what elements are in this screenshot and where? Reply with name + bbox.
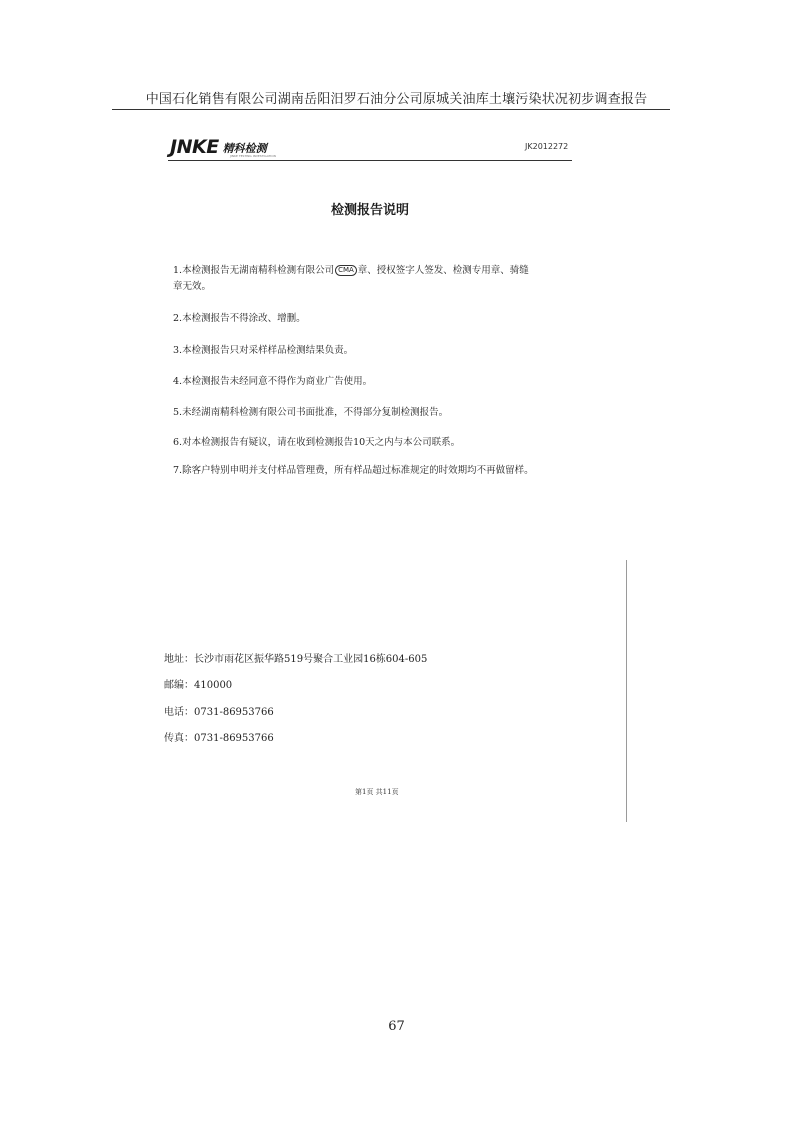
report-number: JK2012272	[525, 142, 569, 151]
page-number: 67	[388, 1019, 405, 1034]
note-item-3: 3.本检测报告只对采样样品检测结果负责。	[173, 345, 354, 356]
note-text: 1.本检测报告无湖南精科检测有限公司	[173, 265, 335, 276]
scan-edge-line	[626, 560, 627, 822]
note-item-4: 4.本检测报告未经同意不得作为商业广告使用。	[173, 376, 373, 387]
header-divider	[112, 109, 670, 110]
postcode-line: 邮编：410000	[164, 680, 233, 691]
certificate-header-rule	[168, 160, 572, 161]
logo-chinese-name: 精科检测	[222, 142, 267, 155]
document-header: 中国石化销售有限公司湖南岳阳汨罗石油分公司原城关油库土壤污染状况初步调查报告	[145, 92, 648, 107]
cma-stamp-icon: CMA	[335, 265, 357, 276]
fax-line: 传真：0731-86953766	[164, 733, 274, 744]
note-item-1	[173, 262, 529, 276]
certificate-title: 检测报告说明	[330, 203, 409, 218]
note-item-6: 6.对本检测报告有疑议，请在收到检测报告10天之内与本公司联系。	[173, 437, 461, 448]
address-line: 地址：长沙市雨花区振华路519号聚合工业园16栋604-605	[164, 654, 428, 665]
note-item-5: 5.未经湖南精科检测有限公司书面批准，不得部分复制检测报告。	[173, 407, 449, 418]
note-item-2: 2.本检测报告不得涂改、增删。	[173, 313, 306, 324]
certificate-page-indicator: 第1页 共11页	[355, 788, 399, 796]
phone-line: 电话：0731-86953766	[164, 707, 274, 718]
logo-wordmark: JNKE	[170, 136, 219, 158]
logo-subtitle: JINKE TESTING INVESTIGATION	[230, 154, 276, 158]
note-item-1-continued: 章无效。	[173, 281, 212, 292]
note-item-7: 7.除客户特别申明并支付样品管理费，所有样品超过标准规定的时效期均不再做留样。	[173, 465, 534, 476]
note-text: 章、授权签字人签发、检测专用章、骑缝	[357, 265, 529, 276]
